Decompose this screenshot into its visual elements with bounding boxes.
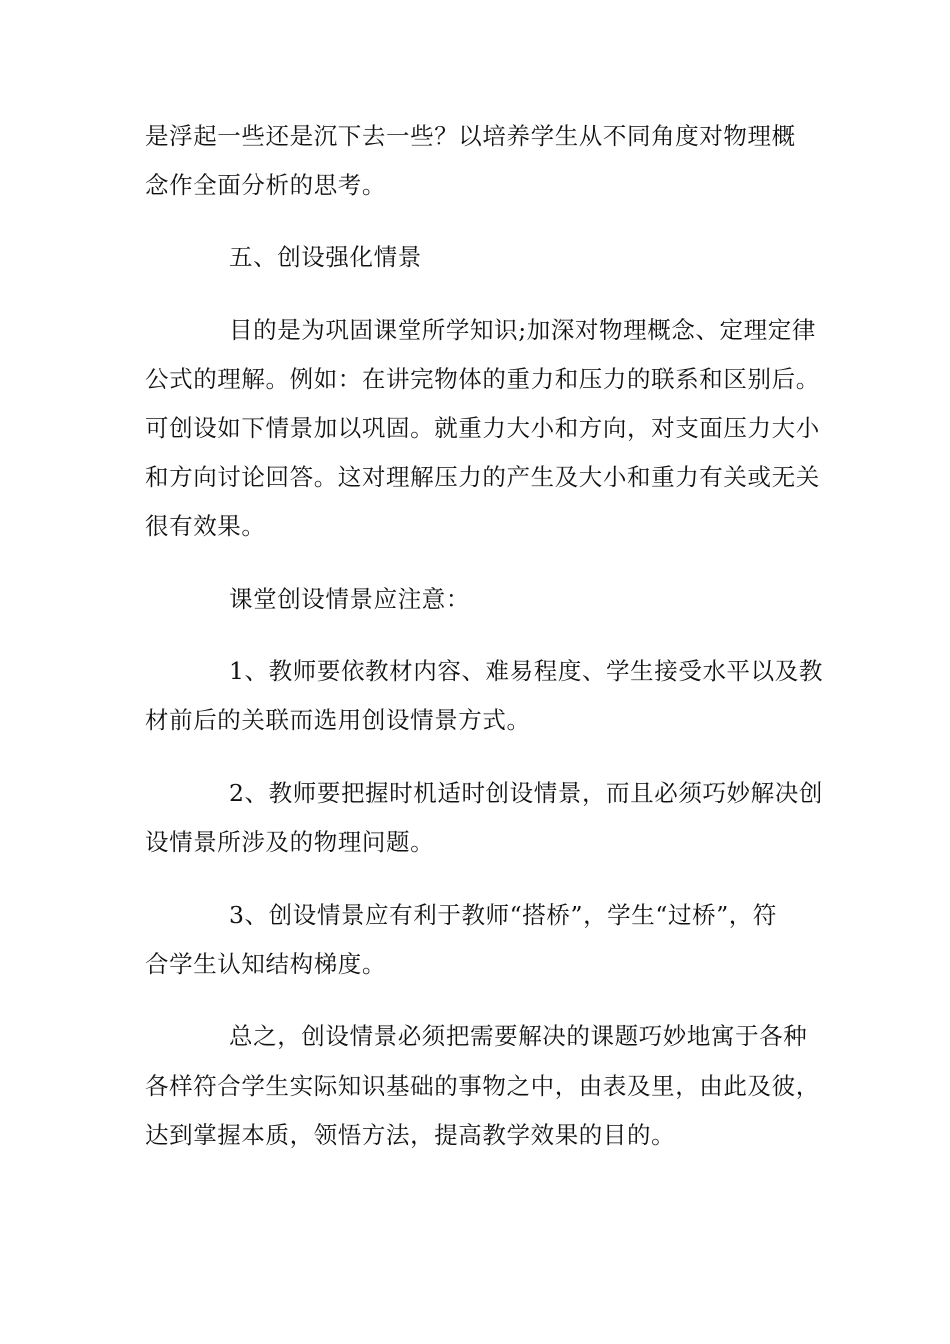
paragraph-5-line-2: 材前后的关联而选用创设情景方式。	[145, 706, 531, 734]
paragraph-3-line-3: 可创设如下情景加以巩固。就重力大小和方向，对支面压力大小	[145, 414, 820, 442]
paragraph-1-line-2: 念作全面分析的思考。	[145, 171, 386, 199]
paragraph-5-line-1: 1、教师要依教材内容、难易程度、学生接受水平以及教	[229, 657, 823, 685]
section-heading: 五、创设强化情景	[229, 243, 422, 271]
paragraph-3-line-4: 和方向讨论回答。这对理解压力的产生及大小和重力有关或无关	[145, 463, 820, 491]
paragraph-8-line-3: 达到掌握本质，领悟方法，提高教学效果的目的。	[145, 1121, 676, 1149]
paragraph-7-line-2: 合学生认知结构梯度。	[145, 950, 386, 978]
paragraph-6-line-2: 设情景所涉及的物理问题。	[145, 828, 435, 856]
paragraph-1-line-1: 是浮起一些还是沉下去一些？以培养学生从不同角度对物理概	[145, 122, 796, 150]
paragraph-4-line-1: 课堂创设情景应注意：	[229, 585, 470, 613]
paragraph-7-line-1: 3、创设情景应有利于教师“搭桥”，学生“过桥”，符	[229, 901, 778, 929]
paragraph-8-line-2: 各样符合学生实际知识基础的事物之中，由表及里，由此及彼，	[145, 1072, 820, 1100]
paragraph-6-line-1: 2、教师要把握时机适时创设情景，而且必须巧妙解决创	[229, 779, 823, 807]
paragraph-3-line-2: 公式的理解。例如：在讲完物体的重力和压力的联系和区别后。	[145, 365, 820, 393]
paragraph-3-line-5: 很有效果。	[145, 512, 266, 540]
paragraph-3-line-1: 目的是为巩固课堂所学知识;加深对物理概念、定理定律	[229, 316, 816, 344]
paragraph-8-line-1: 总之，创设情景必须把需要解决的课题巧妙地寓于各种	[229, 1022, 808, 1050]
